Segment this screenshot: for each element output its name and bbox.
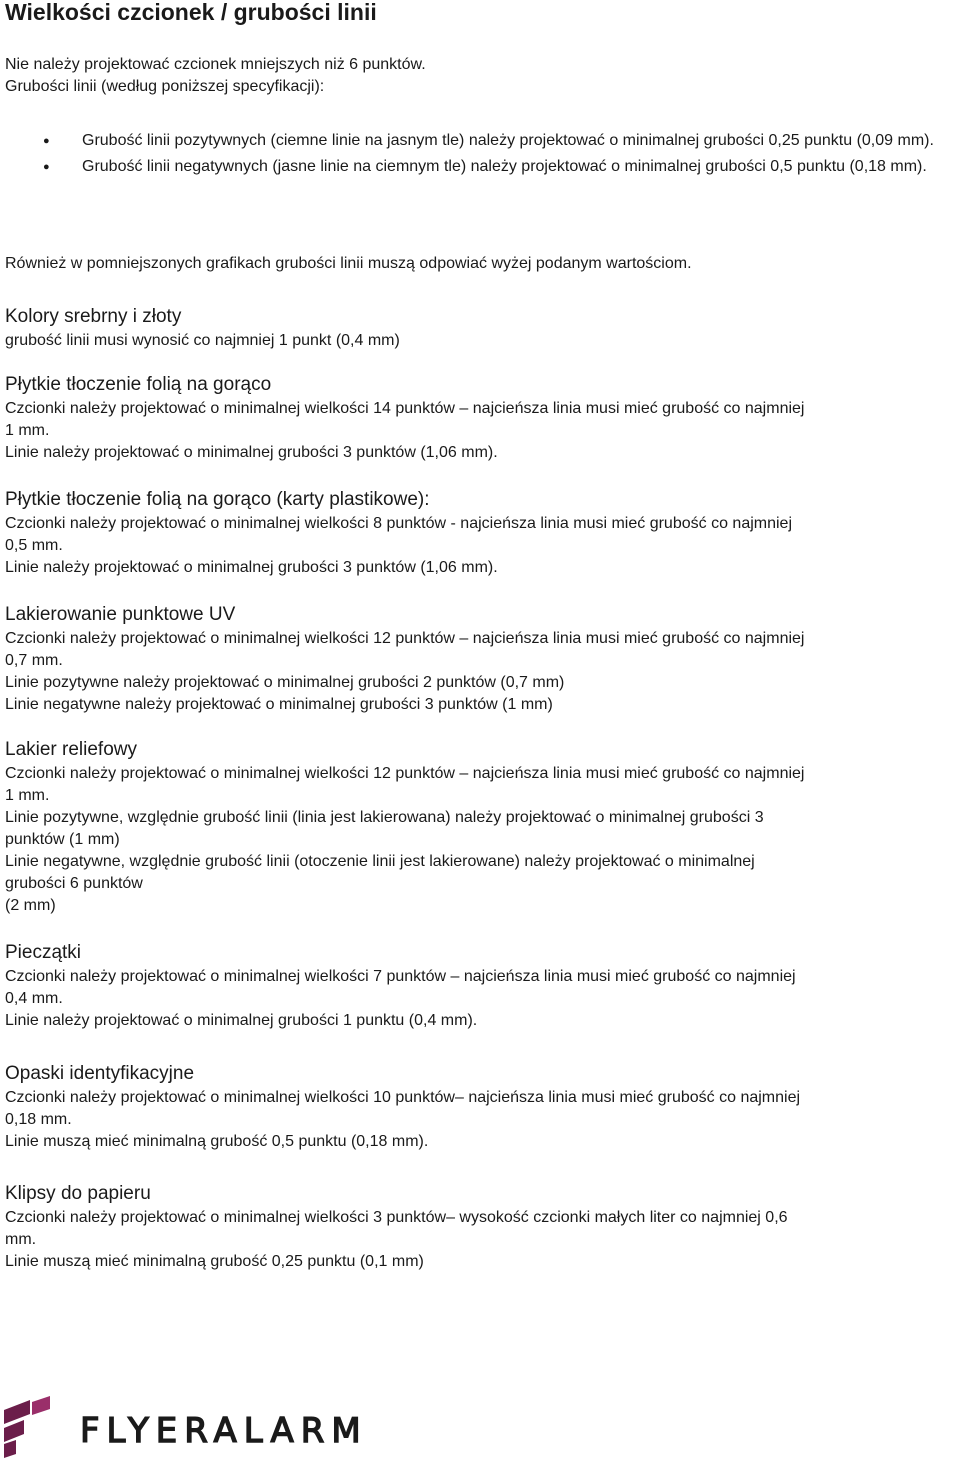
section-line: Czcionki należy projektować o minimalnej wielkości 10 punktów– najcieńsza linia musi mieć grubość co najmniej xyxy=(5,1089,801,1106)
intro xyxy=(5,54,426,98)
section-line: Linie negatywne należy projektować o minimalnej grubości 3 punktów (1 mm) xyxy=(5,696,553,713)
section-line: punktów (1 mm) xyxy=(5,831,120,848)
section-line: (2 mm) xyxy=(5,897,56,914)
page-title: Wielkości czcionek / grubości linii xyxy=(5,0,377,25)
logo-wordmark: FLYERALARM xyxy=(80,1411,368,1451)
list-item: ● Grubość linii pozytywnych (ciemne linie na jasnym tle) należy projektować o minimalnej grubości 0,25 punktu (0,09 mm). xyxy=(5,130,960,152)
section-line: 0,5 mm. xyxy=(5,537,63,554)
section-silver-gold xyxy=(5,305,960,352)
section-line: Czcionki należy projektować o minimalnej wielkości 12 punktów – najcieńsza linia musi mieć grubość co najmniej xyxy=(5,765,805,782)
section-line: 0,18 mm. xyxy=(5,1111,72,1128)
note-text: Również w pomniejszonych grafikach grubości linii muszą odpowiać wyżej podanym wartościom. xyxy=(5,255,692,272)
section-wristbands xyxy=(5,1062,960,1153)
section-paper-clips xyxy=(5,1182,960,1273)
section-line: 1 mm. xyxy=(5,787,50,804)
section-line: Linie pozytywne należy projektować o minimalnej grubości 2 punktów (0,7 mm) xyxy=(5,674,565,691)
section-heading: Lakier reliefowy xyxy=(5,739,137,760)
section-line: Czcionki należy projektować o minimalnej wielkości 12 punktów – najcieńsza linia musi mieć grubość co najmniej xyxy=(5,630,805,647)
intro-line-1: Nie należy projektować czcionek mniejszych niż 6 punktów. xyxy=(5,56,426,73)
section-line: Czcionki należy projektować o minimalnej wielkości 3 punktów– wysokość czcionki małych liter co najmniej 0,6 xyxy=(5,1209,788,1226)
section-line: Czcionki należy projektować o minimalnej wielkości 14 punktów – najcieńsza linia musi mieć grubość co najmniej xyxy=(5,400,805,417)
section-relief-varnish xyxy=(5,738,960,917)
section-stamps xyxy=(5,941,960,1032)
section-heading: Lakierowanie punktowe UV xyxy=(5,604,236,625)
section-line: grubość linii musi wynosić co najmniej 1 punkt (0,4 mm) xyxy=(5,332,400,349)
section-heading: Kolory srebrny i złoty xyxy=(5,306,182,327)
section-hot-foil xyxy=(5,373,960,464)
section-line: Linie należy projektować o minimalnej grubości 3 punktów (1,06 mm). xyxy=(5,444,498,461)
section-line: Linie negatywne, względnie grubość linii (otoczenie linii jest lakierowane) należy projektować o minimalnej xyxy=(5,853,755,870)
section-line: Linie muszą mieć minimalną grubość 0,5 punktu (0,18 mm). xyxy=(5,1133,429,1150)
section-heading: Płytkie tłoczenie folią na gorąco xyxy=(5,374,272,395)
intro-line-2: Grubości linii (według poniższej specyfikacji): xyxy=(5,78,325,95)
section-line: Linie należy projektować o minimalnej grubości 1 punktu (0,4 mm). xyxy=(5,1012,478,1029)
section-hot-foil-plastic xyxy=(5,488,960,579)
list-item: ● Grubość linii negatywnych (jasne linie na ciemnym tle) należy projektować o minimalnej grubości 0,5 punktu (0,18 mm). xyxy=(5,156,960,178)
section-line: mm. xyxy=(5,1231,37,1248)
logo-mark-icon xyxy=(4,1396,50,1458)
section-line: grubości 6 punktów xyxy=(5,875,143,892)
section-heading: Opaski identyfikacyjne xyxy=(5,1063,195,1084)
section-line: 0,4 mm. xyxy=(5,990,63,1007)
section-line: Linie pozytywne, względnie grubość linii (linia jest lakierowana) należy projektować o minimalnej grubości 3 xyxy=(5,809,764,826)
flyeralarm-logo xyxy=(4,1396,464,1460)
section-heading: Pieczątki xyxy=(5,942,82,963)
section-uv-spot xyxy=(5,603,960,716)
section-line: Czcionki należy projektować o minimalnej wielkości 7 punktów – najcieńsza linia musi mieć grubość co najmniej xyxy=(5,968,796,985)
section-line: Linie należy projektować o minimalnej grubości 3 punktów (1,06 mm). xyxy=(5,559,498,576)
note xyxy=(5,253,692,275)
section-line: 1 mm. xyxy=(5,422,50,439)
section-line: 0,7 mm. xyxy=(5,652,63,669)
section-line: Czcionki należy projektować o minimalnej wielkości 8 punktów - najcieńsza linia musi mieć grubość co najmniej xyxy=(5,515,792,532)
section-heading: Klipsy do papieru xyxy=(5,1183,151,1204)
line-thickness-list xyxy=(5,130,960,182)
section-line: Linie muszą mieć minimalną grubość 0,25 punktu (0,1 mm) xyxy=(5,1253,424,1270)
section-heading: Płytkie tłoczenie folią na gorąco (karty plastikowe): xyxy=(5,489,430,510)
